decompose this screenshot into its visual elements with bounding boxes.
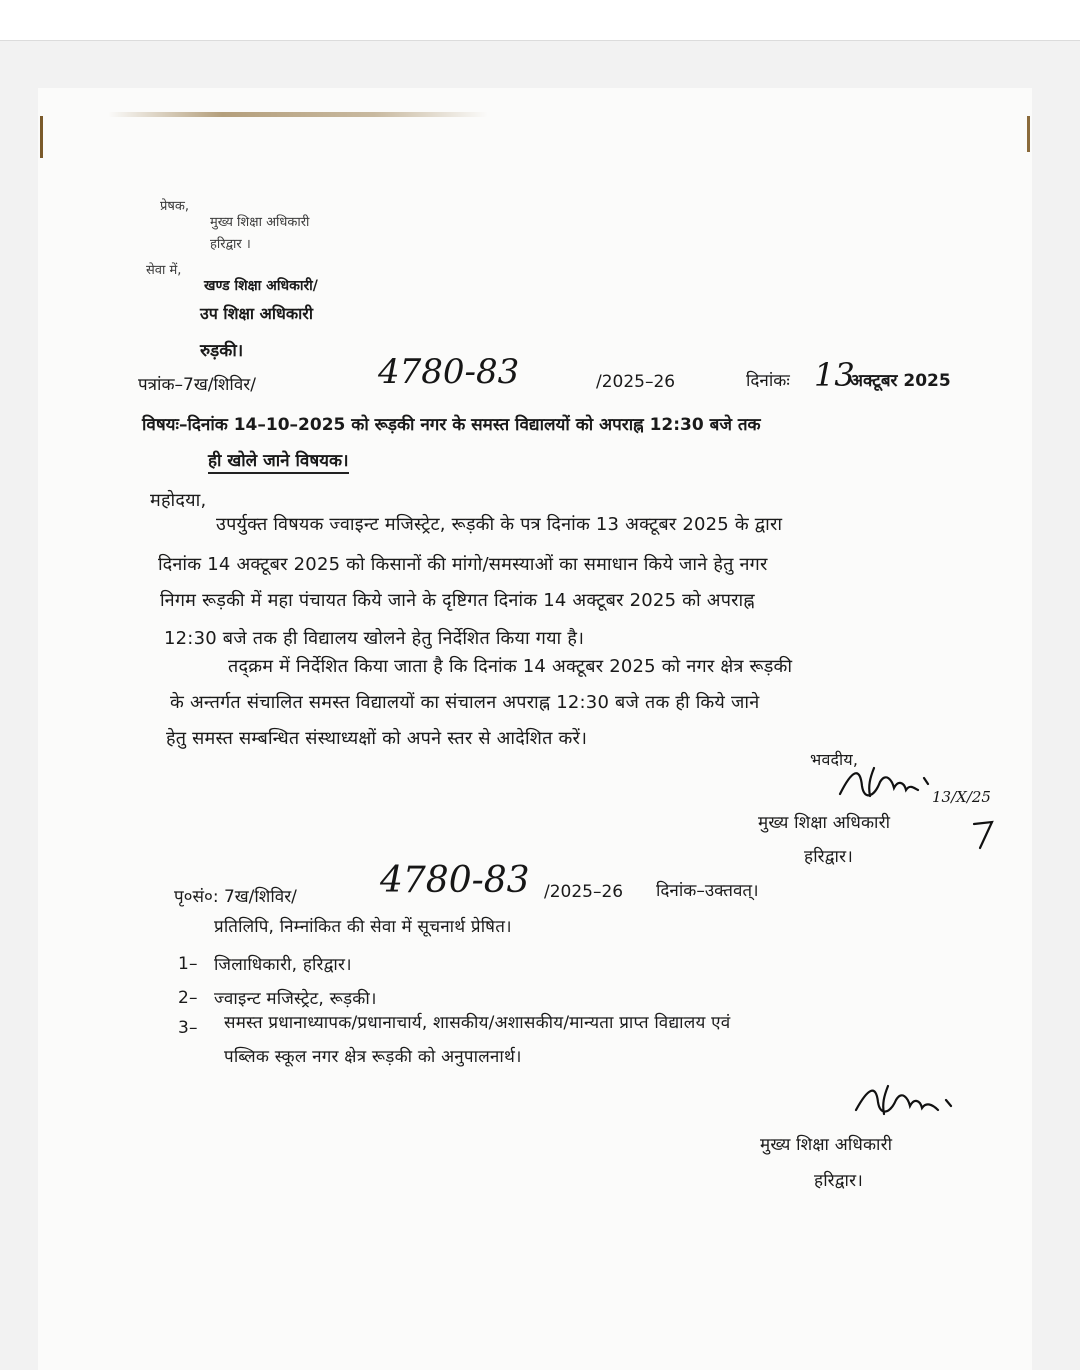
subject-line-2: ही खोले जाने विषयक। (208, 448, 349, 474)
copy-item-1-text: जिलाधिकारी, हरिद्वार। (214, 955, 352, 975)
body-p1-line-2: दिनांक 14 अक्टूबर 2025 को किसानों की मांगो/समस्याओं का समाधान किये जाने हेतु नगर (158, 554, 768, 575)
letter-page (38, 88, 1032, 1370)
handwritten-date: 13/X/25 (932, 788, 991, 806)
recipient-line-1: खण्ड शिक्षा अधिकारी/ (204, 278, 318, 294)
body-p2-line-1: तद्क्रम में निर्देशित किया जाता है कि दिनांक 14 अक्टूबर 2025 को नगर क्षेत्र रूड़की (228, 656, 793, 677)
sender-designation: मुख्य शिक्षा अधिकारी (210, 215, 310, 230)
sender-place: हरिद्वार । (210, 237, 251, 252)
body-p2-line-3: हेतु समस्त सम्बन्धित संस्थाध्यक्षों को अपने स्तर से आदेशित करें। (166, 728, 588, 749)
closing-place: हरिद्वार। (804, 847, 853, 867)
copy-ref-number-handwritten: 4780-83 (380, 860, 530, 901)
body-p2-line-2: के अन्तर्गत संचालित समस्त विद्यालयों का संचालन अपराह्न 12:30 बजे तक ही किये जाने (170, 692, 760, 713)
subject-line-1: विषयः–दिनांक 14–10–2025 को रूड़की नगर के समस्त विद्यालयों को अपराह्न 12:30 बजे तक (142, 415, 761, 435)
closing2-designation: मुख्य शिक्षा अधिकारी (760, 1135, 893, 1155)
copy-item-3-text: समस्त प्रधानाध्यापक/प्रधानाचार्य, शासकीय/अशासकीय/मान्यता प्राप्त विद्यालय एवं (224, 1013, 731, 1033)
copy-item-3-num: 3– (178, 1018, 198, 1038)
copy-item-3-text-line-2: पब्लिक स्कूल नगर क्षेत्र रूड़की को अनुपालनार्थ। (224, 1047, 522, 1067)
paper-edge-left (40, 116, 43, 158)
copy-ref-year: /2025–26 (544, 882, 624, 902)
closing-designation: मुख्य शिक्षा अधिकारी (758, 813, 891, 833)
paper-edge-right (1027, 116, 1030, 152)
copy-ref-date: दिनांक–उक्तवत्। (656, 881, 759, 901)
date-day-handwritten: 13 (814, 356, 855, 394)
copy-intro: प्रतिलिपि, निम्नांकित की सेवा में सूचनार्थ प्रेषित। (214, 917, 512, 937)
recipient-line-3: रुड़की। (200, 341, 244, 361)
salutation: महोदया, (150, 490, 207, 511)
date-label: दिनांकः (746, 371, 790, 391)
copy-item-2-text: ज्वाइन्ट मजिस्ट्रेट, रूड़की। (214, 989, 377, 1009)
to-label: सेवा में, (146, 263, 182, 278)
handwritten-mark (970, 818, 1000, 854)
body-p1-line-3: निगम रूड़की में महा पंचायत किये जाने के दृष्टिगत दिनांक 14 अक्टूबर 2025 को अपराह्न (160, 590, 755, 611)
closing-yours: भवदीय, (810, 750, 859, 769)
copy-item-1-num: 1– (178, 954, 198, 974)
closing2-place: हरिद्वार। (814, 1171, 863, 1191)
body-p1-line-4: 12:30 बजे तक ही विद्यालय खोलने हेतु निर्देशित किया गया है। (164, 628, 585, 649)
signature-2 (852, 1080, 962, 1126)
paper-edge-top (108, 112, 488, 117)
reference-year: /2025–26 (596, 372, 676, 392)
reference-prefix: पत्रांक–7ख/शिविर/ (138, 375, 256, 395)
sender-label: प्रेषक, (160, 199, 190, 214)
reference-number-handwritten: 4780-83 (378, 352, 520, 392)
date-month-year: अक्टूबर 2025 (850, 371, 951, 391)
recipient-line-2: उप शिक्षा अधिकारी (200, 304, 313, 323)
viewer-top-bar (0, 0, 1080, 41)
copy-ref-prefix: पृ०सं०: 7ख/शिविर/ (174, 887, 297, 907)
copy-item-2-num: 2– (178, 988, 198, 1008)
body-p1-line-1: उपर्युक्त विषयक ज्वाइन्ट मजिस्ट्रेट, रूड़की के पत्र दिनांक 13 अक्टूबर 2025 के द्वारा (216, 514, 783, 535)
signature-1 (834, 760, 944, 810)
